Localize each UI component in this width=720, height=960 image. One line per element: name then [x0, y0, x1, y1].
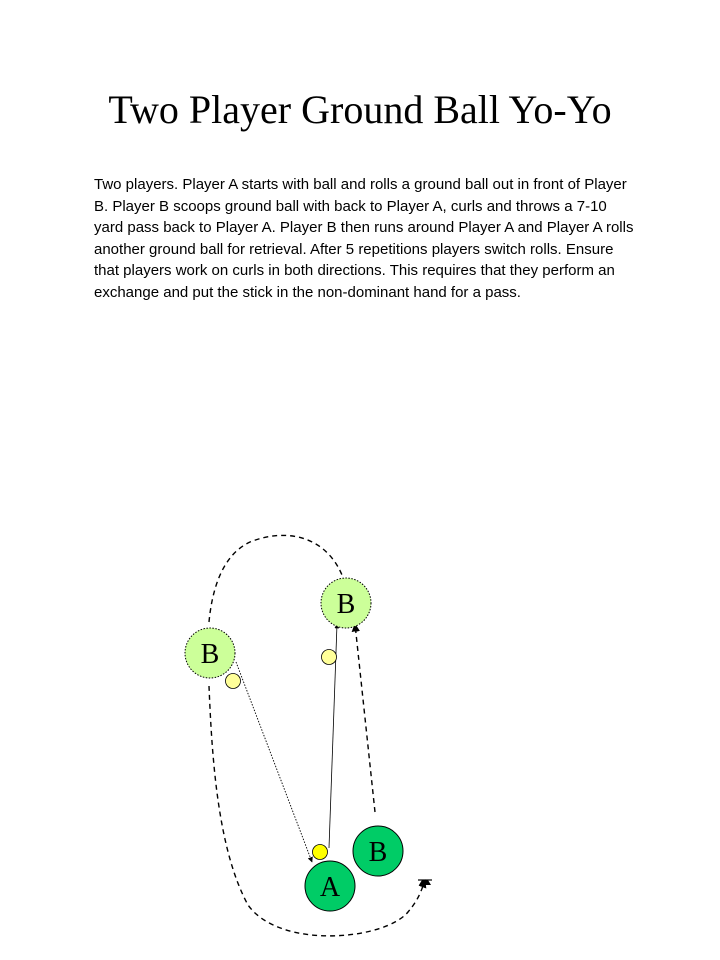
run-path-right — [355, 624, 375, 812]
ball-near-top-b — [322, 650, 337, 665]
player-a — [305, 861, 355, 911]
player-b-bottom — [353, 826, 403, 876]
ball-near-left-b — [226, 674, 241, 689]
pass-line — [236, 662, 312, 862]
player-a-label: A — [319, 872, 341, 903]
player-b-bottom-label: B — [368, 837, 388, 868]
player-b-top — [321, 578, 371, 628]
cone-marker-icon — [418, 880, 432, 885]
drill-description: Two players. Player A starts with ball and rolls a ground ball out in front of Player B. Player B scoops ground ball with back to Player A, curls and throws a 7-10 yard pass back to Player A. Player B then runs around Player A and Player A rolls another ground ball for retrieval. After 5 repetitions players switch rolls. Ensure that players work on curls in both directions. This requires that they perform an exchange and put the stick in the non-dominant hand for a pass. — [94, 176, 634, 301]
player-b-left — [185, 628, 235, 678]
page-title: Two Player Ground Ball Yo-Yo — [108, 87, 612, 132]
player-b-left-label: B — [200, 639, 220, 670]
player-b-top-label: B — [336, 589, 356, 620]
ball-near-a — [313, 845, 328, 860]
